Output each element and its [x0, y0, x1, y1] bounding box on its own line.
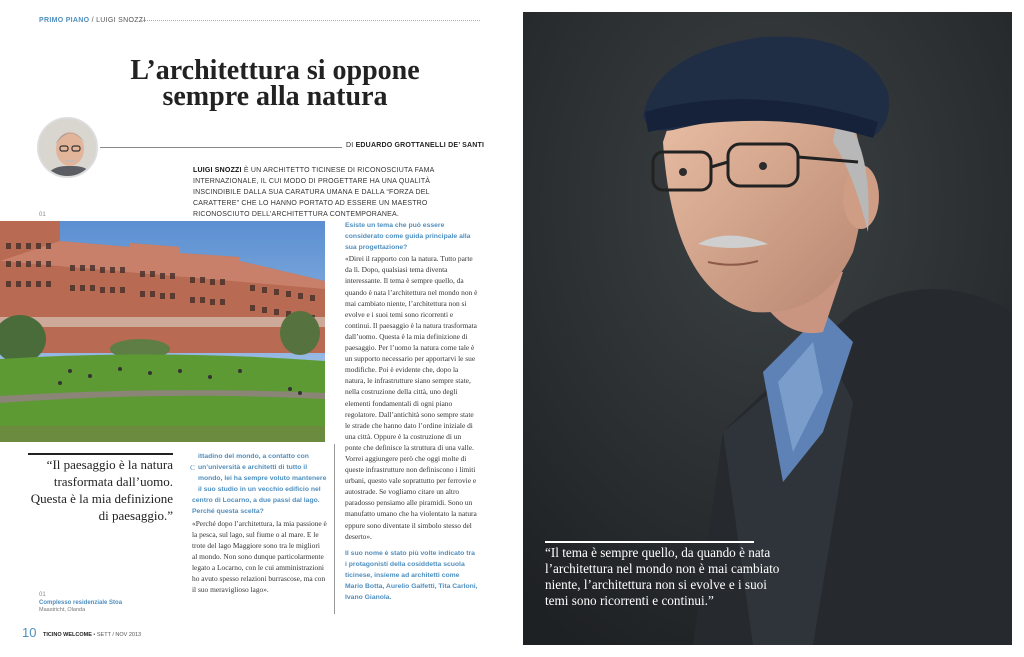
byline-prefix: DI [346, 142, 354, 149]
header-dotted-rule [140, 20, 480, 21]
intro-name: LUIGI SNOZZI [193, 167, 242, 174]
column-divider [334, 444, 335, 614]
section-label: PRIMO PIANO [39, 17, 90, 24]
drop-cap: C [190, 463, 195, 472]
pull-quote-left-rule [28, 453, 173, 455]
photo-number: 01 [39, 212, 46, 218]
pull-quote-left: “Il paesaggio è la natura trasformata dall’uomo. Questa è la mia definizione di paesaggio.” [30, 457, 173, 523]
byline-author: EDUARDO GROTTANELLI DE’ SANTI [355, 142, 485, 149]
section-separator: / [91, 17, 94, 24]
byline-rule [100, 147, 342, 148]
publication-issue: • SETT / NOV 2013 [91, 632, 142, 638]
title-line-1: L’architettura si oppone [130, 55, 420, 86]
intro-text: È UN ARCHITETTO TICINESE DI RICONOSCIUTA FAMA INTERNAZIONALE, IL CUI MODO DI PROGETTARE HA UNA QUALITÀ INSCINDIBILE DALLA SUA CARATURA UMANA E DALLA “FORZA DEL CARATTERE” CHE LO HANNO PORTATO AD ESSERE UN MAESTRO RICONOSCIUTO DELL’ARCHITETTURA CONTEMPORANEA. [193, 167, 435, 218]
question-2: Esiste un tema che può essere considerato come guida principale alla sua progettazione? [345, 222, 471, 252]
photo-caption-location: Maastricht, Olanda [39, 607, 86, 613]
article-column-middle [192, 451, 327, 595]
pull-quote-right: “Il tema è sempre quello, da quando è nata l’architettura nel mondo non è mai cambiato niente, l’architettura non si evolve e i suoi temi sono ricorrenti e continui.” [545, 545, 780, 608]
caption-number: 01 [39, 592, 46, 598]
author-avatar [37, 117, 98, 178]
avatar-portrait-image [39, 119, 98, 178]
article-title [100, 55, 450, 112]
intro-paragraph [193, 165, 475, 220]
building-photo-image [0, 221, 325, 442]
byline [346, 142, 484, 149]
photo-caption: Complesso residenziale Stoa [39, 600, 123, 606]
publication-name: TICINO WELCOME [43, 632, 92, 638]
section-header [39, 17, 146, 24]
title-line-2: sempre alla natura [162, 81, 388, 112]
answer-1: «Perché dopo l’architettura, la mia passione è la pesca, sul lago, sul fiume o al mare. E le trote del lago Maggiore sono tra le migliori al mondo. Non sono dunque particolarmente legato a Locarno, con le cui amministrazioni ho avuto spesso relazioni burrascose, ma con il suo meraviglioso lago». [192, 518, 327, 595]
page-number: 10 [22, 625, 37, 640]
answer-2: «Direi il rapporto con la natura. Tutto parte da lì. Dopo, qualsiasi tema diventa interessante. Il tema è sempre quello, da quando è nata l’architettura nel mondo non è mai cambiato niente, l’architettura non si evolve e i suoi temi sono ricorrenti e continui. Il paesaggio è la natura trasformata dall’uomo. Questa è la mia definizione di paesaggio. Per l’uomo la natura come tale è un supporto necessario per apportarvi le sue modifiche. Poi è evidente che, dopo la natura, le infrastrutture siano sempre state, nella costruzione della città, uno degli elementi fondamentali di ogni piano regolatore. Dall’antichità sono sempre state le strade che hanno dato l’ordine iniziale di una città. Oppure è la costruzione di un ponte che definisce la struttura di una valle. Vorrei aggiungere però che oggi molte di queste infrastrutture non definiscono i limiti urbani, questo vale soprattutto per ferrovie e autostrade. Se vogliamo citare un altro paradosso pensiamo alle piramidi. Sono un manufatto umano che ha violentato la natura eppure sono diventate il simbolo stesso del deserto». [345, 254, 478, 541]
publication-footer [43, 632, 141, 638]
question-1: ittadino del mondo, a contatto con un’università e architetti di tutto il mondo, lei ha sempre voluto mantenere il suo studio in un vecchio edificio nel centro di Locarno, a due passi dal lago. Perché questa scelta? [192, 453, 327, 516]
article-column-right [345, 220, 478, 603]
section-subject: LUIGI SNOZZI [96, 17, 146, 24]
building-photo [0, 221, 325, 442]
pull-quote-right-rule [545, 541, 754, 543]
question-3: Il suo nome è stato più volte indicato tra i protagonisti della cosiddetta scuola ticinese, insieme ad architetti come Mario Botta, Aurelio Galfetti, Tita Carloni, Ivano Gianola. [345, 549, 478, 602]
